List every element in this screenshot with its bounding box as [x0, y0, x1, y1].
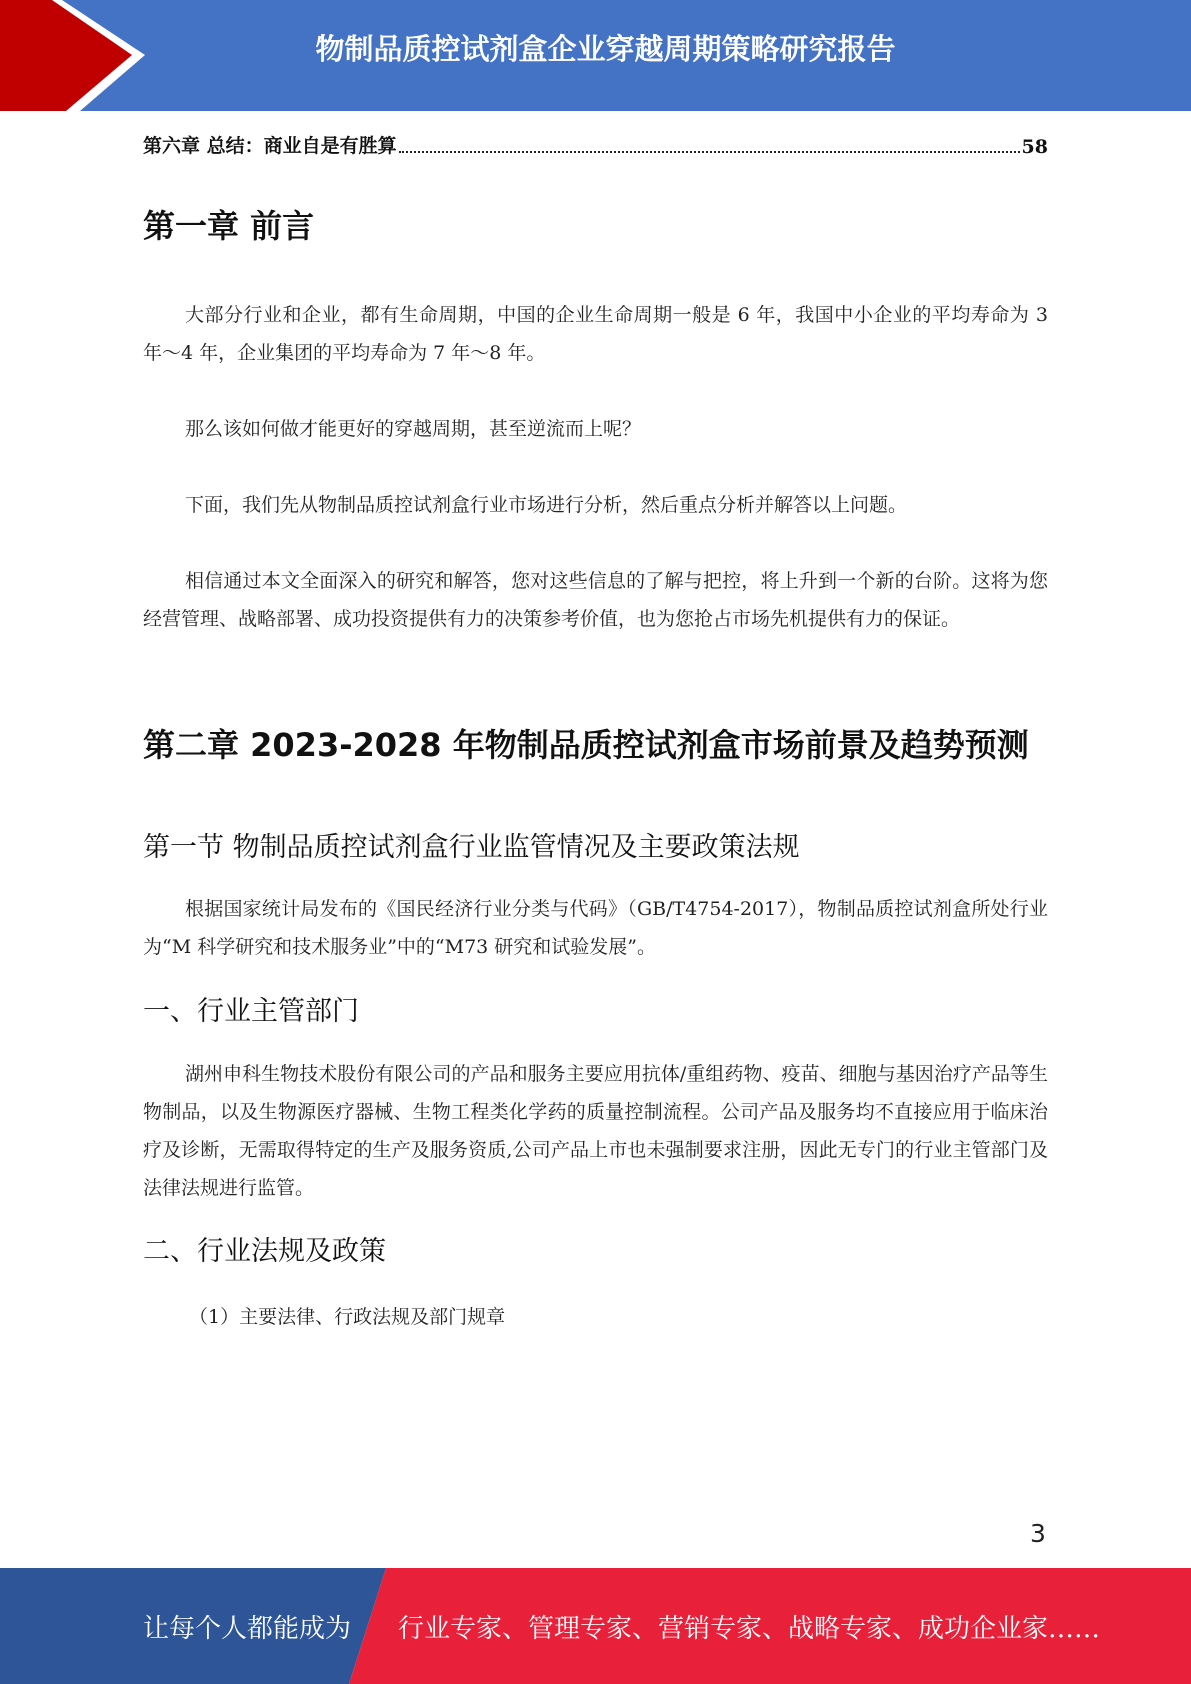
toc-leader-dots [399, 151, 1020, 153]
chapter2-title: 第二章 2023-2028 年物制品质控试剂盒市场前景及趋势预测 [143, 726, 1029, 764]
subsection1-text: 湖州申科生物技术股份有限公司的产品和服务主要应用抗体/重组药物、疫苗、细胞与基因治疗产品等生物制品，以及生物源医疗器械、生物工程类化学药的质量控制流程。公司产品及服务均不直接应用于临床治疗及诊断，无需取得特定的生产及服务资质,公司产品上市也未强制要求注册，因此无专门的行业主管部门及法律法规进行监管。 [143, 1063, 1048, 1199]
chapter1-title: 第一章 前言 [143, 207, 315, 245]
footer-slogan-left: 让每个人都能成为 [143, 1614, 352, 1644]
footer-slogan-right: 行业专家、管理专家、营销专家、战略专家、成功企业家…… [398, 1614, 1101, 1644]
page-header [0, 0, 1191, 111]
section1-title: 第一节 物制品质控试剂盒行业监管情况及主要政策法规 [143, 832, 800, 863]
subsection2-title: 二、行业法规及政策 [143, 1236, 386, 1267]
chapter1-paragraph-3: 下面，我们先从物制品质控试剂盒行业市场进行分析，然后重点分析并解答以上问题。 [185, 494, 908, 516]
page-footer [0, 1568, 1191, 1684]
chapter1-paragraph-1: 大部分行业和企业，都有生命周期，中国的企业生命周期一般是 6 年，我国中小企业的平均寿命为 3 年～4 年，企业集团的平均寿命为 7 年～8 年。 [143, 304, 1048, 364]
section1-intro: 根据国家统计局发布的《国民经济行业分类与代码》（GB/T4754-2017），物制品质控试剂盒所处行业为“M 科学研究和技术服务业”中的“M73 研究和试验发展”。 [143, 898, 1048, 958]
toc-entry-label: 第六章 总结：商业自是有胜算 [143, 135, 397, 157]
toc-entry[interactable] [143, 128, 1048, 158]
chapter1-paragraph-4: 相信通过本文全面深入的研究和解答，您对这些信息的了解与把控，将上升到一个新的台阶。这将为您经营管理、战略部署、成功投资提供有力的决策参考价值，也为您抢占市场先机提供有力的保证。 [143, 570, 1048, 630]
subsection2-item-1: （1）主要法律、行政法规及部门规章 [189, 1306, 506, 1328]
header-title: 物制品质控试剂盒企业穿越周期策略研究报告 [315, 32, 896, 66]
toc-entry-page: 58 [1021, 136, 1048, 158]
subsection1-title: 一、行业主管部门 [143, 996, 359, 1027]
chapter1-paragraph-2: 那么该如何做才能更好的穿越周期，甚至逆流而上呢？ [185, 418, 642, 440]
page-number: 3 [1030, 1519, 1046, 1548]
